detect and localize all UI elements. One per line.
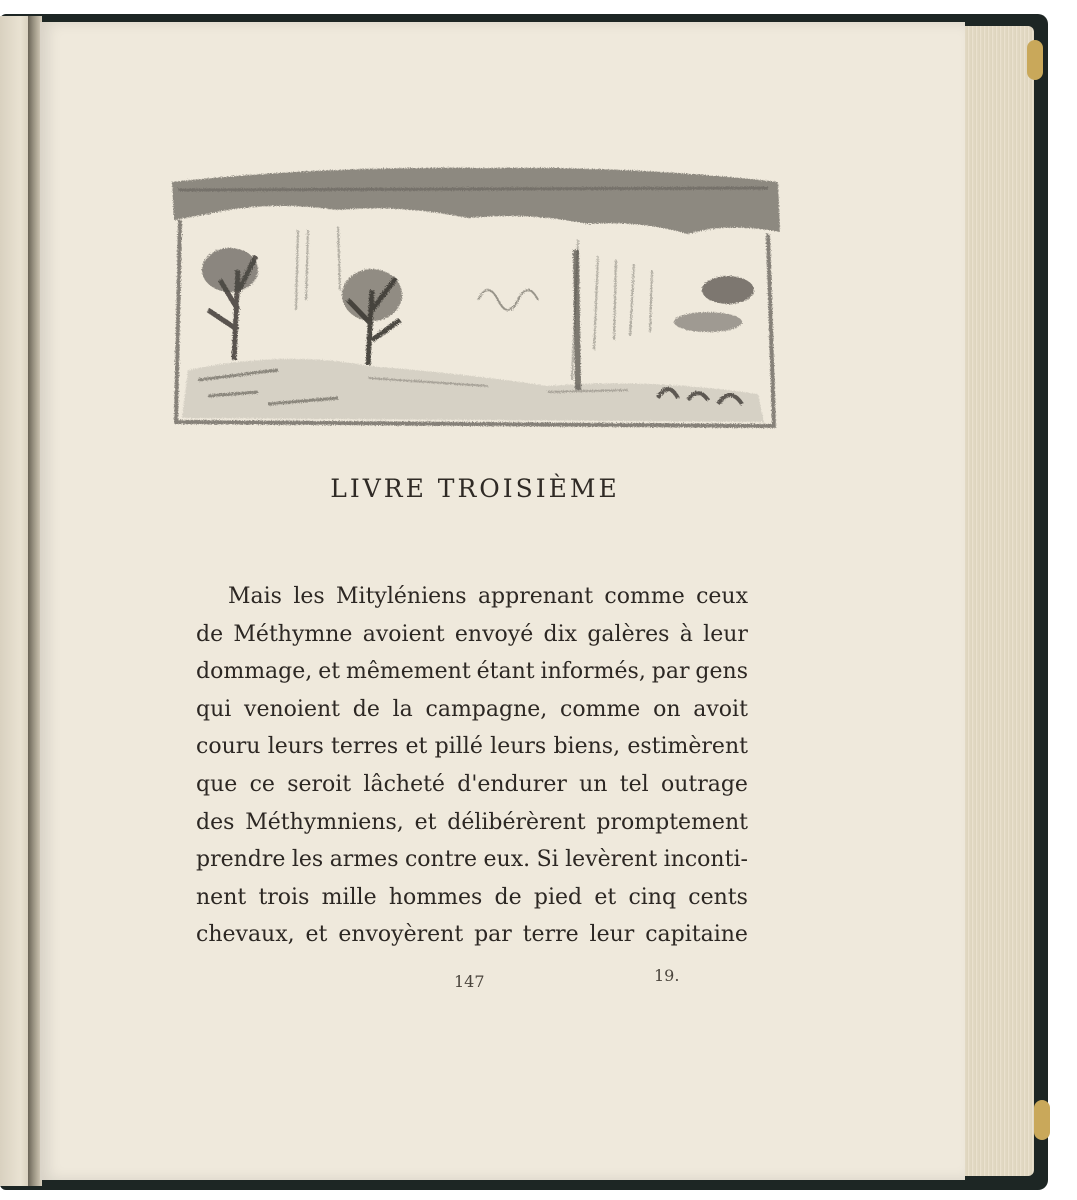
- word: leur: [703, 621, 748, 647]
- word: mêmement: [346, 659, 471, 685]
- word: pied: [533, 884, 583, 910]
- word: galères: [587, 621, 670, 647]
- word: mille: [321, 884, 377, 910]
- word: et: [405, 734, 428, 760]
- word: nent: [196, 884, 247, 910]
- word: Si: [536, 847, 559, 873]
- word: capitaine: [645, 922, 748, 948]
- word: Mityléniens: [336, 584, 467, 609]
- body-text: [196, 578, 748, 954]
- word: outrage: [660, 771, 748, 797]
- word: biens,: [553, 734, 621, 760]
- text-line: [196, 766, 748, 804]
- word: leur: [589, 922, 635, 948]
- word: un: [579, 771, 608, 797]
- word: envoyèrent: [338, 922, 464, 948]
- word: avoit: [693, 696, 748, 722]
- word: trois: [258, 884, 310, 910]
- page-number: 147: [454, 972, 485, 991]
- word: et: [305, 922, 328, 948]
- word: lâcheté: [363, 771, 445, 797]
- word: tel: [619, 771, 649, 797]
- word: terres: [331, 734, 399, 760]
- word: de: [494, 884, 522, 910]
- word: contre: [404, 847, 478, 873]
- word: la: [392, 696, 413, 722]
- word: pillé: [434, 734, 483, 760]
- text-line: [196, 578, 748, 616]
- word: dommage,: [196, 659, 313, 685]
- word: par: [651, 659, 690, 685]
- word: Méthymne: [233, 621, 353, 647]
- text-line: [196, 728, 748, 766]
- word: ceux: [696, 584, 748, 609]
- text-line: [196, 841, 748, 879]
- word: levèrent: [565, 847, 658, 873]
- word: ce: [249, 771, 275, 797]
- text-line: [196, 916, 748, 954]
- word: leurs: [267, 734, 324, 760]
- word: terre: [522, 922, 579, 948]
- word: Méthymniens,: [245, 809, 404, 835]
- word: et: [414, 809, 437, 835]
- word: hommes: [388, 884, 483, 910]
- word: seroit: [287, 771, 352, 797]
- word: des: [196, 809, 235, 835]
- corner-protector-top: [1027, 40, 1043, 80]
- text-line: [196, 879, 748, 917]
- text-line: [196, 804, 748, 842]
- word: les: [291, 847, 324, 873]
- word: qui: [196, 696, 232, 722]
- word: cinq: [628, 884, 677, 910]
- word: et: [318, 659, 341, 685]
- word: dix: [543, 621, 578, 647]
- word: étant: [476, 659, 535, 685]
- word: inconti-: [663, 847, 748, 873]
- word: de: [196, 621, 224, 647]
- word: par: [474, 922, 512, 948]
- text-line: [196, 616, 748, 654]
- word: promptement: [596, 809, 748, 835]
- word: on: [653, 696, 681, 722]
- word: armes: [329, 847, 399, 873]
- chapter-title: LIVRE TROISIÈME: [330, 474, 620, 503]
- word: informés,: [540, 659, 646, 685]
- word: avoient: [362, 621, 445, 647]
- word: chevaux,: [196, 922, 295, 948]
- word: comme: [604, 584, 685, 609]
- word: campagne,: [425, 696, 548, 722]
- word: délibérèrent: [447, 809, 586, 835]
- word: Mais: [228, 584, 282, 609]
- text-line: [196, 653, 748, 691]
- word: que: [196, 771, 238, 797]
- word: gens: [695, 659, 748, 685]
- word: cents: [688, 884, 748, 910]
- page-edges: [958, 26, 1034, 1176]
- word: envoyé: [454, 621, 534, 647]
- word: et: [594, 884, 617, 910]
- word: comme: [560, 696, 641, 722]
- word: leurs: [490, 734, 547, 760]
- word: venoient: [244, 696, 340, 722]
- word: les: [293, 584, 325, 609]
- signature-mark: 19.: [654, 966, 680, 985]
- word: couru: [196, 734, 261, 760]
- word: prendre: [196, 847, 286, 873]
- word: apprenant: [477, 584, 594, 609]
- word: à: [679, 621, 693, 647]
- word: de: [352, 696, 380, 722]
- word: eux.: [483, 847, 531, 873]
- text-line: [196, 691, 748, 729]
- landscape-illustration: [168, 160, 782, 432]
- word: d'endurer: [457, 771, 567, 797]
- corner-protector-bottom: [1034, 1100, 1050, 1140]
- word: estimèrent: [627, 734, 748, 760]
